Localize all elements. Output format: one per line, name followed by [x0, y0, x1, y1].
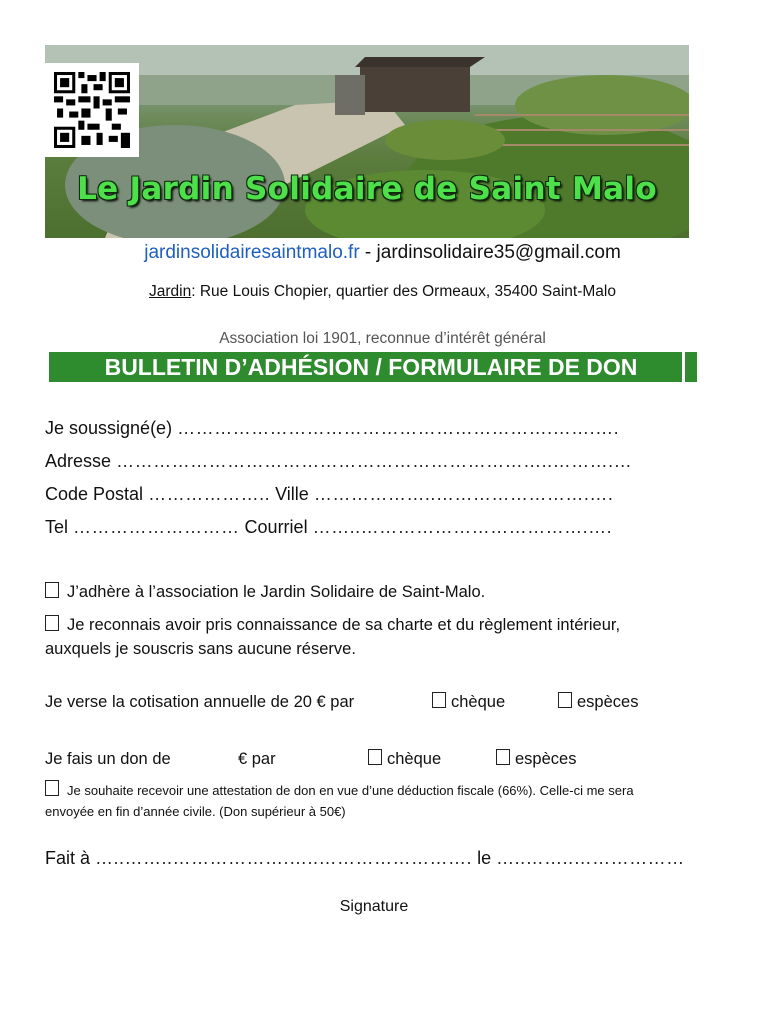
fait-date-dots[interactable]: …..……..………………: [496, 848, 685, 868]
field-code-ville[interactable]: [45, 484, 613, 505]
cotisation-cheque-option[interactable]: [432, 690, 505, 714]
don-especes-checkbox[interactable]: [496, 749, 510, 765]
header-banner: [45, 45, 689, 238]
field-soussigne[interactable]: [45, 418, 619, 439]
charte-check-row: [45, 613, 620, 661]
attestation-text-2: envoyée en fin d’année civile. (Don supérieur à 50€): [45, 804, 346, 819]
cotisation-cheque-checkbox[interactable]: [432, 692, 446, 708]
association-status: Association loi 1901, reconnue d’intérêt général: [219, 330, 546, 347]
courriel-label: Courriel: [244, 517, 308, 537]
title-divider: [682, 352, 685, 382]
soussigne-label: Je soussigné(e): [45, 418, 173, 438]
ville-dots[interactable]: ………………..…………………….….: [313, 484, 614, 504]
field-adresse[interactable]: [45, 451, 632, 472]
field-tel-courriel[interactable]: [45, 517, 612, 538]
attestation-row: [45, 780, 705, 822]
adresse-dots[interactable]: ……………………………………………………………..……….…: [116, 451, 633, 471]
garden-photo: [45, 45, 689, 238]
attestation-checkbox[interactable]: [45, 780, 59, 796]
don-cheque-label: chèque: [387, 750, 442, 768]
fait-label: Fait à: [45, 848, 91, 868]
don-cheque-checkbox[interactable]: [368, 749, 382, 765]
attestation-text-1: Je souhaite recevoir une attestation de don en vue d’une déduction fiscale (66%). Celle-ci me sera: [67, 783, 634, 798]
fait-row[interactable]: [45, 848, 685, 869]
adresse-label: Adresse: [45, 451, 112, 471]
email-text[interactable]: jardinsolidaire35@gmail.com: [376, 242, 621, 263]
address-label: Jardin: [149, 283, 192, 300]
adhere-checkbox[interactable]: [45, 582, 59, 598]
contact-line: [0, 242, 765, 264]
don-especes-label: espèces: [515, 750, 577, 768]
code-postal-dots[interactable]: ………………..: [148, 484, 271, 504]
adhere-text: J’adhère à l’association le Jardin Solidaire de Saint-Malo.: [67, 583, 486, 601]
charte-text-1: Je reconnais avoir pris connaissance de sa charte et du règlement intérieur,: [67, 616, 621, 634]
adhere-check-row: [45, 580, 485, 604]
cotisation-especes-checkbox[interactable]: [558, 692, 572, 708]
don-especes-option[interactable]: [496, 747, 576, 771]
tel-dots[interactable]: ………………………: [73, 517, 240, 537]
courriel-dots[interactable]: ……..……………………………….….: [312, 517, 613, 537]
fait-lieu-dots[interactable]: …..……..……………….…..…………………….: [95, 848, 473, 868]
don-euro-text: € par: [238, 750, 276, 768]
signature-label: Signature: [339, 898, 409, 915]
charte-checkbox[interactable]: [45, 615, 59, 631]
form-title: BULLETIN D’ADHÉSION / FORMULAIRE DE DON: [57, 352, 685, 382]
soussigne-dots[interactable]: …………………………………………………….…….….: [177, 418, 620, 438]
cotisation-row: [45, 690, 705, 714]
qr-code-icon[interactable]: [45, 63, 139, 157]
tel-label: Tel: [45, 517, 69, 537]
cotisation-especes-option[interactable]: [558, 690, 638, 714]
cotisation-cheque-label: chèque: [451, 693, 506, 711]
cotisation-text: Je verse la cotisation annuelle de 20 € par: [45, 693, 355, 711]
charte-text-2: auxquels je souscris sans aucune réserve.: [45, 640, 356, 658]
don-cheque-option[interactable]: [368, 747, 441, 771]
cotisation-especes-label: espèces: [577, 693, 639, 711]
form-title-bar: [49, 352, 697, 382]
code-postal-label: Code Postal: [45, 484, 144, 504]
banner-title: Le Jardin Solidaire de Saint Malo: [77, 171, 657, 207]
ville-label: Ville: [275, 484, 309, 504]
don-row: [45, 747, 705, 771]
fait-le-label: le: [477, 848, 492, 868]
address-text: : Rue Louis Chopier, quartier des Ormeaux, 35400 Saint-Malo: [191, 283, 616, 300]
contact-separator: -: [359, 242, 377, 263]
website-link[interactable]: jardinsolidairesaintmalo.fr: [144, 242, 360, 263]
garden-address: [0, 283, 765, 301]
don-text: Je fais un don de: [45, 750, 171, 768]
